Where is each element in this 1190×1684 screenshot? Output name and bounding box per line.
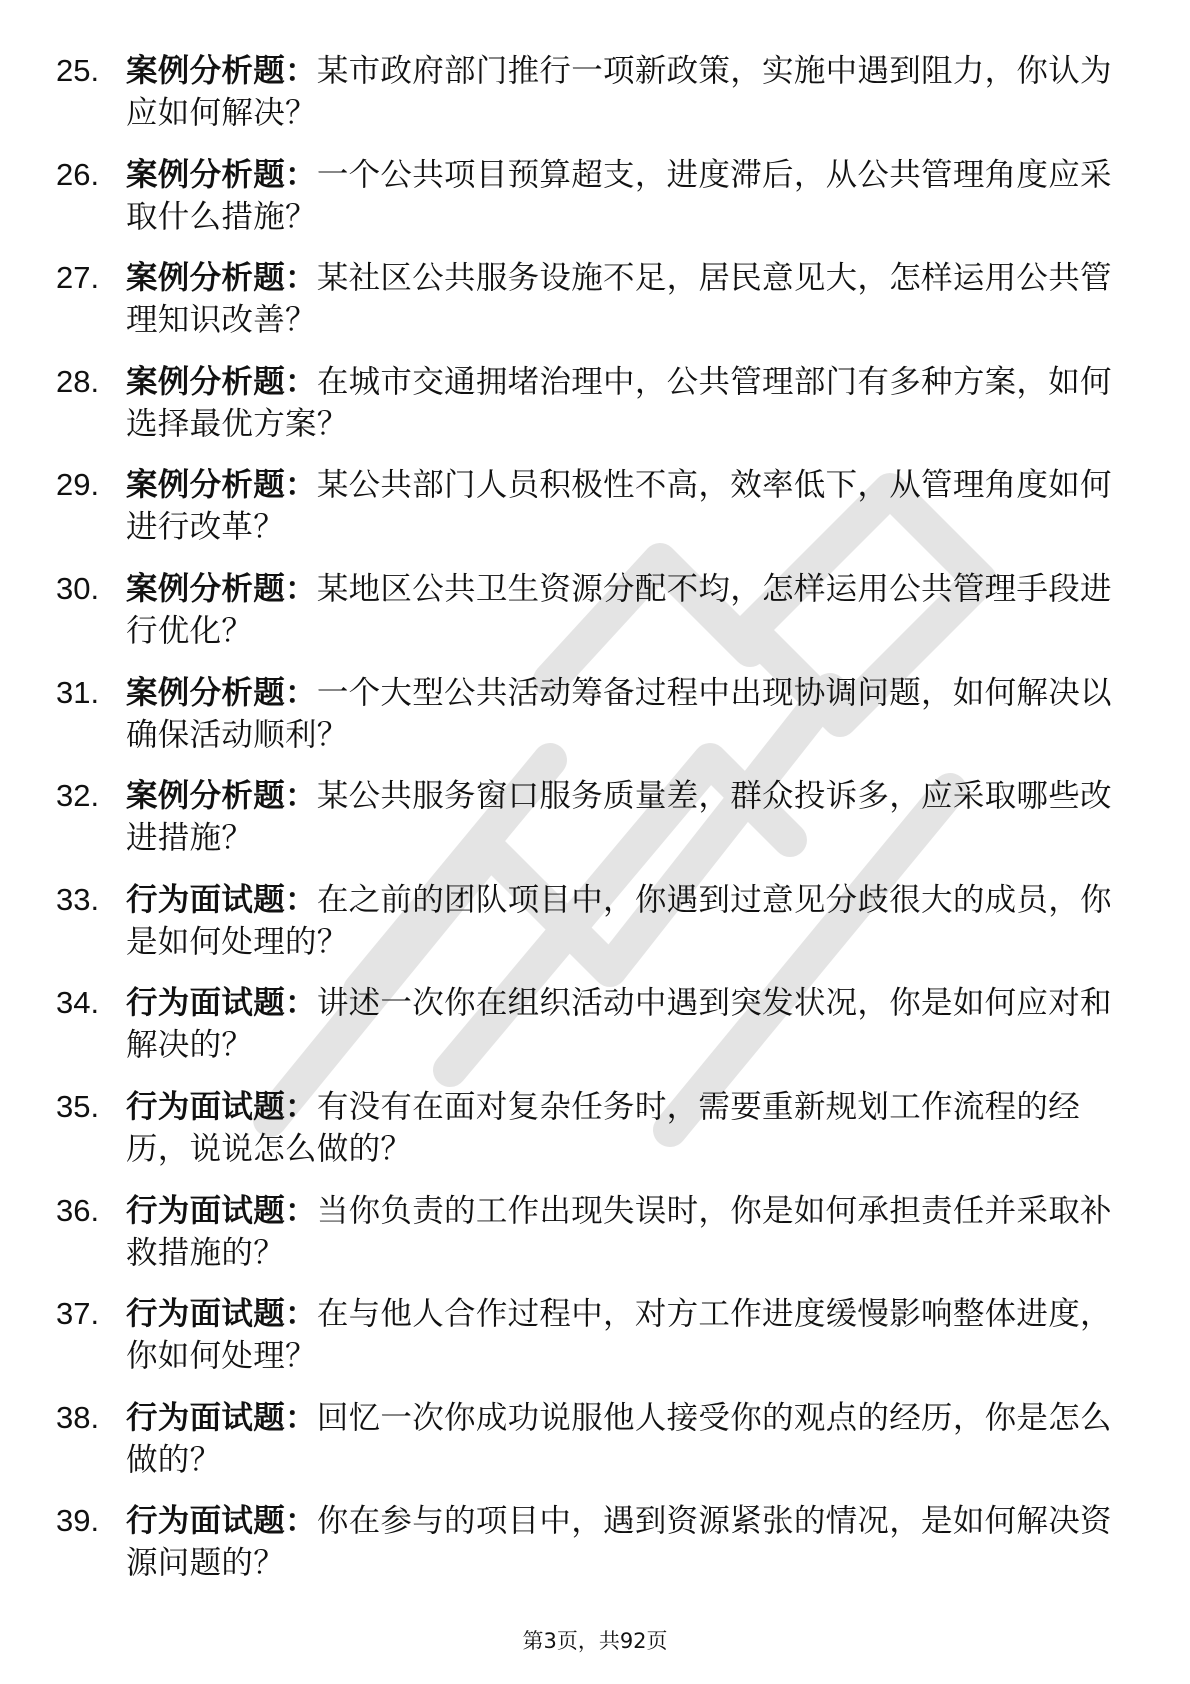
question-text [126,361,1136,445]
question-item [56,154,1136,258]
question-type-label: 案例分析题： [126,570,317,607]
question-type-label: 案例分析题： [126,156,317,193]
question-text [126,464,1136,548]
question-body: 当你负责的工作出现失误时，你是如何承担责任并采取补救措施的？ [126,1192,1112,1271]
question-number: 27. [56,260,100,296]
question-type-label: 案例分析题： [126,778,317,815]
question-number: 32. [56,778,100,814]
question-number: 37. [56,1296,100,1332]
question-number: 35. [56,1088,100,1124]
question-number: 39. [56,1503,100,1539]
question-type-label: 行为面试题： [126,1296,317,1333]
question-number: 33. [56,881,100,917]
question-body: 某市政府部门推行一项新政策，实施中遇到阻力，你认为应如何解决？ [126,53,1112,131]
question-number: 29. [56,467,100,503]
question-body: 在之前的团队项目中，你遇到过意见分歧很大的成员，你是如何处理的？ [126,881,1112,960]
question-type-label: 案例分析题： [126,363,317,400]
question-text [126,1086,1136,1170]
question-body: 某公共部门人员积极性不高，效率低下，从管理角度如何进行改革？ [126,467,1112,546]
question-number: 26. [56,156,100,192]
question-list [56,50,1136,1604]
question-type-label: 行为面试题： [126,1088,317,1125]
question-text [126,1500,1136,1584]
question-item [56,879,1136,983]
question-number: 30. [56,570,100,606]
question-body: 在与他人合作过程中，对方工作进度缓慢影响整体进度，你如何处理？ [126,1296,1112,1375]
question-item [56,1500,1136,1604]
question-text [126,879,1136,963]
question-item [56,1086,1136,1190]
question-number: 31. [56,674,100,710]
question-text [126,568,1136,652]
question-item [56,1293,1136,1397]
question-text [126,257,1136,341]
question-item [56,1397,1136,1501]
question-body: 回忆一次你成功说服他人接受你的观点的经历，你是怎么做的？ [126,1399,1112,1478]
question-body: 在城市交通拥堵治理中，公共管理部门有多种方案，如何选择最优方案？ [126,363,1112,442]
question-type-label: 行为面试题： [126,1399,317,1436]
question-type-label: 案例分析题： [126,467,317,504]
question-body: 一个大型公共活动筹备过程中出现协调问题，如何解决以确保活动顺利？ [126,674,1112,753]
question-number: 36. [56,1192,100,1228]
question-item [56,464,1136,568]
question-text [126,1190,1136,1274]
question-body: 某社区公共服务设施不足，居民意见大，怎样运用公共管理知识改善？ [126,260,1112,339]
question-number: 34. [56,985,100,1021]
question-body: 有没有在面对复杂任务时，需要重新规划工作流程的经历，说说怎么做的？ [126,1088,1081,1167]
question-number: 25. [56,53,100,88]
question-number: 38. [56,1399,100,1435]
question-item [56,672,1136,776]
question-item [56,50,1136,154]
question-type-label: 行为面试题： [126,1503,317,1540]
question-text [126,1397,1136,1481]
question-text [126,672,1136,756]
question-body: 一个公共项目预算超支，进度滞后，从公共管理角度应采取什么措施？ [126,156,1112,235]
question-number: 28. [56,363,100,399]
page-footer: 第3页，共92页 [522,1629,668,1653]
question-body: 你在参与的项目中，遇到资源紧张的情况，是如何解决资源问题的？ [126,1503,1112,1582]
question-text [126,1293,1136,1377]
question-item [56,257,1136,361]
question-text [126,50,1136,134]
question-type-label: 案例分析题： [126,53,317,89]
question-body: 某地区公共卫生资源分配不均，怎样运用公共管理手段进行优化？ [126,570,1112,649]
question-text [126,775,1136,859]
question-type-label: 行为面试题： [126,881,317,918]
question-body: 讲述一次你在组织活动中遇到突发状况，你是如何应对和解决的？ [126,985,1112,1064]
question-type-label: 案例分析题： [126,260,317,297]
question-type-label: 行为面试题： [126,985,317,1022]
question-item [56,568,1136,672]
question-text [126,982,1136,1066]
question-text [126,154,1136,238]
question-item [56,982,1136,1086]
question-type-label: 行为面试题： [126,1192,317,1229]
question-item [56,775,1136,879]
question-item [56,361,1136,465]
question-body: 某公共服务窗口服务质量差，群众投诉多，应采取哪些改进措施？ [126,778,1112,857]
question-item [56,1190,1136,1294]
question-type-label: 案例分析题： [126,674,317,711]
